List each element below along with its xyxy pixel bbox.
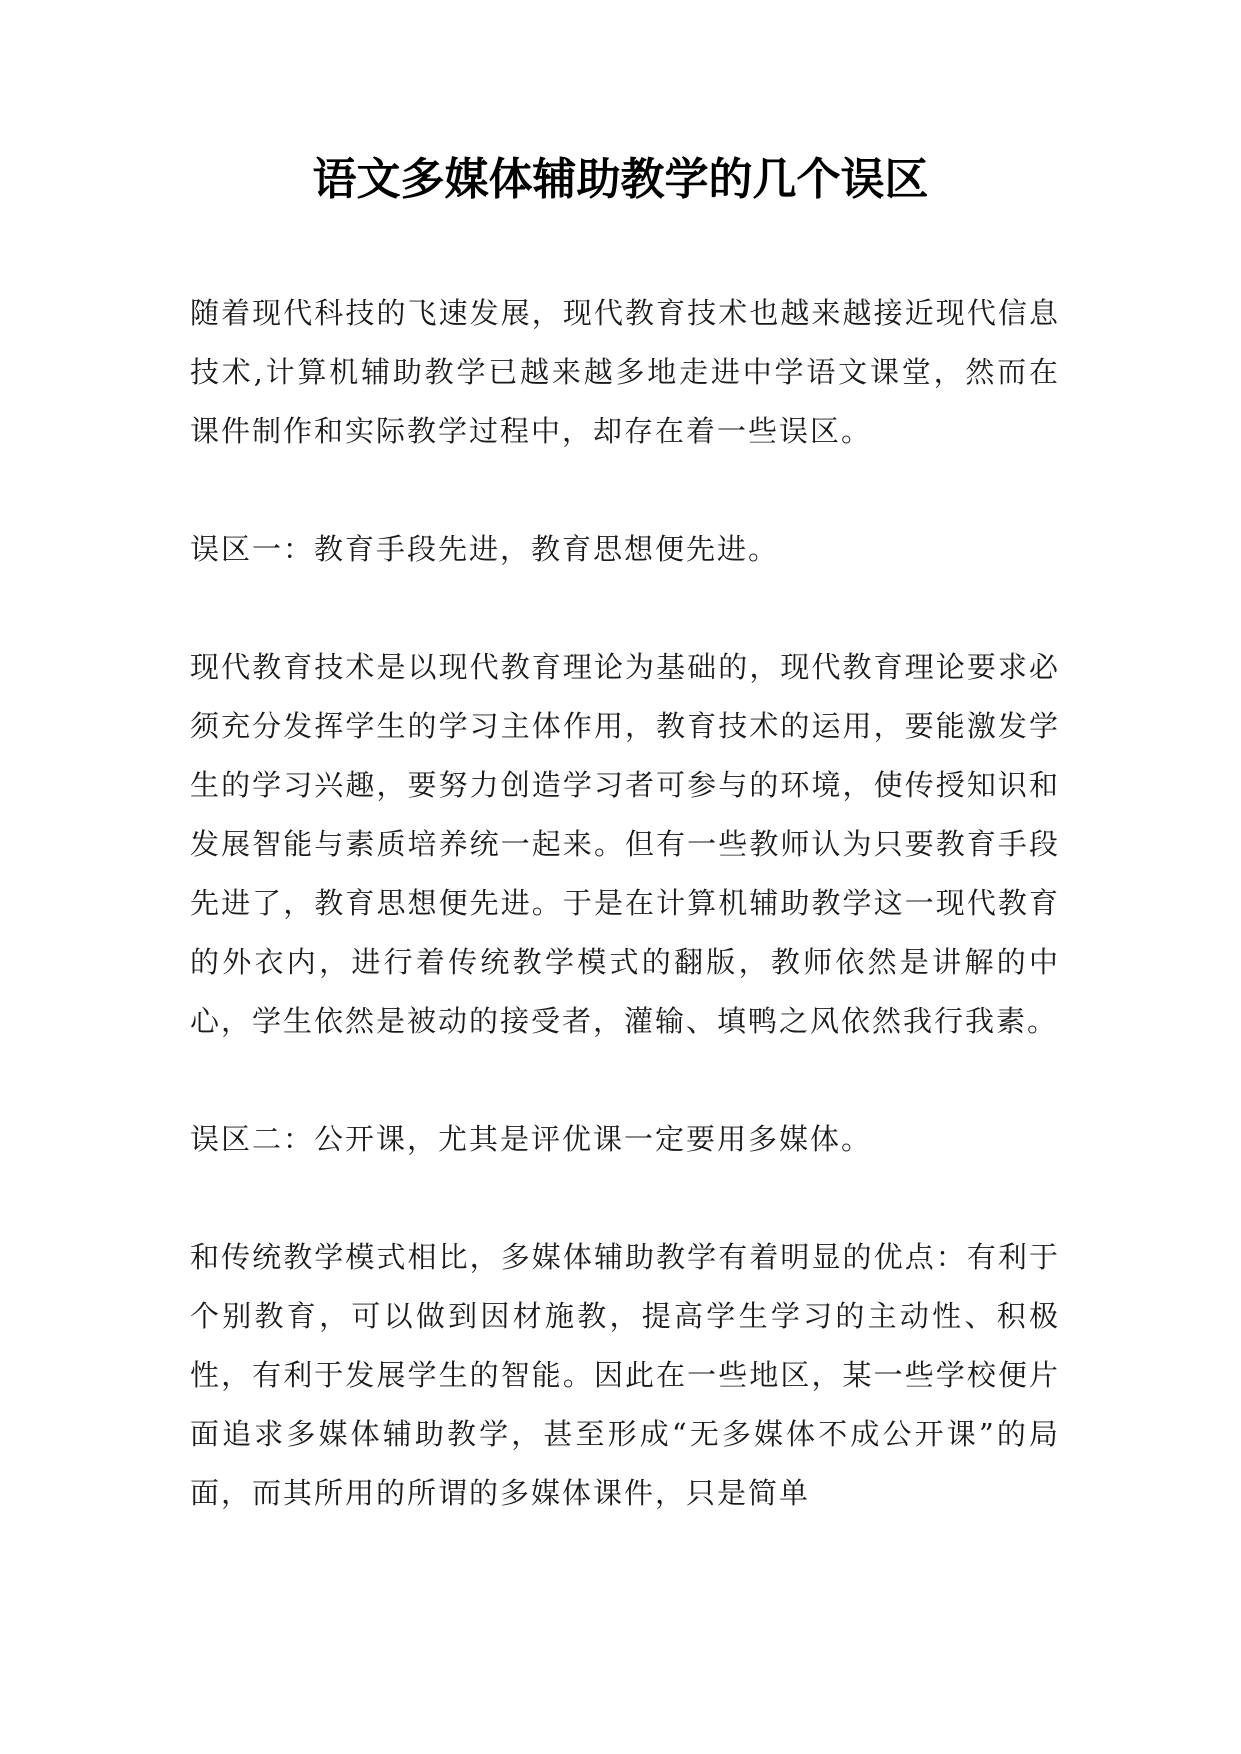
document-body <box>190 284 1060 1582</box>
misconception-two-paragraph: 和传统教学模式相比，多媒体辅助教学有着明显的优点：有利于个别教育，可以做到因材施教，提高学生学习的主动性、积极性，有利于发展学生的智能。因此在一些地区，某一些学校便片面追求多媒体辅助教学，甚至形成“无多媒体不成公开课”的局面，而其所用的所谓的多媒体课件，只是简单 <box>190 1240 1060 1510</box>
misconception-one-heading: 误区一：教育手段先进，教育思想便先进。 <box>190 532 780 566</box>
misconception-one-paragraph: 现代教育技术是以现代教育理论为基础的，现代教育理论要求必须充分发挥学生的学习主体作用，教育技术的运用，要能激发学生的学习兴趣，要努力创造学习者可参与的环境，使传授知识和发展智能与素质培养统一起来。但有一些教师认为只要教育手段先进了，教育思想便先进。于是在计算机辅助教学这一现代教育的外衣内，进行着传统教学模式的翻版，教师依然是讲解的中心，学生依然是被动的接受者，灌输、填鸭之风依然我行我素。 <box>190 650 1060 1038</box>
intro-paragraph: 随着现代科技的飞速发展，现代教育技术也越来越接近现代信息技术,计算机辅助教学已越来越多地走进中学语文课堂，然而在课件制作和实际教学过程中，却存在着一些误区。 <box>190 296 1060 448</box>
document-title: 语文多媒体辅助教学的几个误区 <box>312 154 929 205</box>
misconception-two-heading: 误区二：公开课，尤其是评优课一定要用多媒体。 <box>190 1122 873 1156</box>
